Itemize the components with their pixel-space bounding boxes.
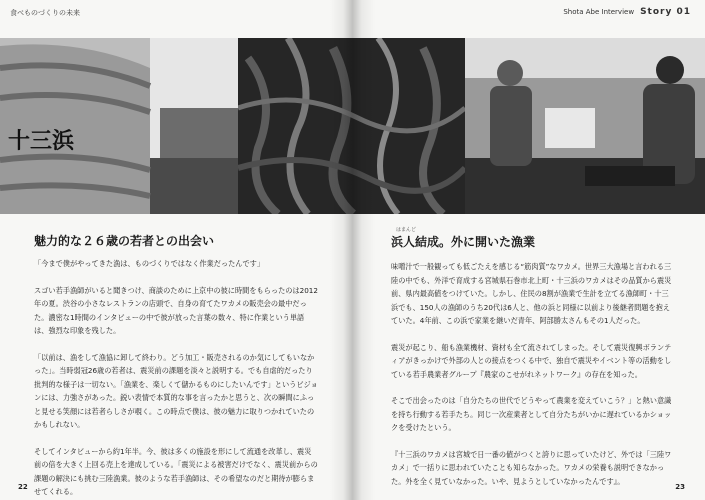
page-number-left: 22 (18, 483, 28, 491)
right-paragraph-3: そこで出会ったのは「自分たちの世代でどうやって農業を変えていこう？」と熱い意識を持ち行動する若手たち。同じ一次産業者として自分たちがいかに遅れているかショックを受けたという。 (391, 396, 672, 432)
photo-strip (0, 38, 705, 214)
left-paragraph-4: そしてインタビューから約1年半。今、彼は多くの施設を形にして流通を改革し、震災前の倍を大きく上回る売上を達成している。「震災による被害だけでなく、震災前からの課題の解決にも挑む三陸漁業。彼のような若手漁師は、その希望なのだと期待が膨らませてくれる。 (34, 446, 318, 496)
left-paragraph-3: 「以前は、漁をして漁協に卸して終わり。どう加工・販売されるのか気にしてもいなかった」。当時弱冠26歳の若者は、震災前の課題を淡々と説明する。でも自虐的だったり批判的な様子は一切ない。「漁業を、楽しくて儲かるものにしたいんです」というビジョンには、力強さがあった。鋭い表情で本質的な事を言ったかと思うと、次の瞬間にふっと見せる笑顔には若者らしさが覗く。この時点で僕は、彼の魅力に取りつかれていたのかもしれない。 (34, 352, 318, 429)
running-header-left: 食べものづくりの未来 (10, 9, 80, 17)
series-name: Shota Abe Interview (563, 8, 635, 16)
story-number: Story 01 (640, 7, 691, 17)
heading-ruby: はまんど (396, 227, 417, 233)
left-page-body (34, 257, 318, 500)
photo-fishermen (465, 38, 705, 214)
fishermen-illustration (465, 38, 705, 214)
right-paragraph-2: 震災が起こり、船も漁業機材、資材も全て流されてしまった。そして震災復興ボランティアがきっかけで外部の人との接点をつくる中で、独自で震災やイベント等の活動をしている若手農業者グループ『農家のこせがれネットワーク』の存在を知った。 (391, 342, 672, 379)
left-paragraph-1: 「今まで僕がやってきた漁は、ものづくりではなく作業だったんです」 (34, 259, 265, 268)
running-header-right (563, 7, 691, 17)
left-paragraph-2: スゴい若手漁師がいると聞きつけ、商談のために上京中の彼に時間をもらったのは2012年の夏。渋谷の小さなレストランの店頭で、自身の育てたワカメの販売会の最中だった。濃密な1時間のインタビューの中で彼が放った言葉の数々、特に作業という単語は、強烈な印象を残した。 (34, 285, 318, 335)
right-page-body (391, 260, 675, 500)
seaweed-illustration (238, 38, 465, 214)
tank-lettering: 十三浜 (8, 129, 75, 154)
right-paragraph-4: 『十三浜のワカメは宮城で日一番の値がつくと誇りに思っていたけど、外では「三陸ワカメ」で一括りに思われていたことも知らなかった。ワカメの栄養も説明できなかった。外を全く見ていなかった。いや、見ようとしていなかったんです』。 (391, 449, 672, 486)
photo-tank (0, 38, 238, 214)
right-page-heading: 浜人結成。外に開いた漁業 (391, 235, 536, 249)
left-page-heading: 魅力的な２６歳の若者との出会い (34, 234, 215, 248)
page-number-right: 23 (675, 483, 685, 491)
photo-seaweed (238, 38, 465, 214)
tank-illustration (0, 38, 238, 214)
right-paragraph-1: 味噌汁で一般観っても低ごたえを感じる“筋肉質”なワカメ。世界三大漁場と言われる三陸の中でも、外洋で育成する宮城県石巻市北上町・十三浜のワカメはその品質から震災前、県内最高値をつけていた。しかし、住民の8割が漁業で生計を立てる漁師町・十三浜でも、150人の漁師のうち20代は6人と、他の浜と同様に以前より後継者問題を抱えていた。4年前、この浜で家業を継いだ青年、阿部勝太さんもその1人だった。 (391, 262, 672, 325)
